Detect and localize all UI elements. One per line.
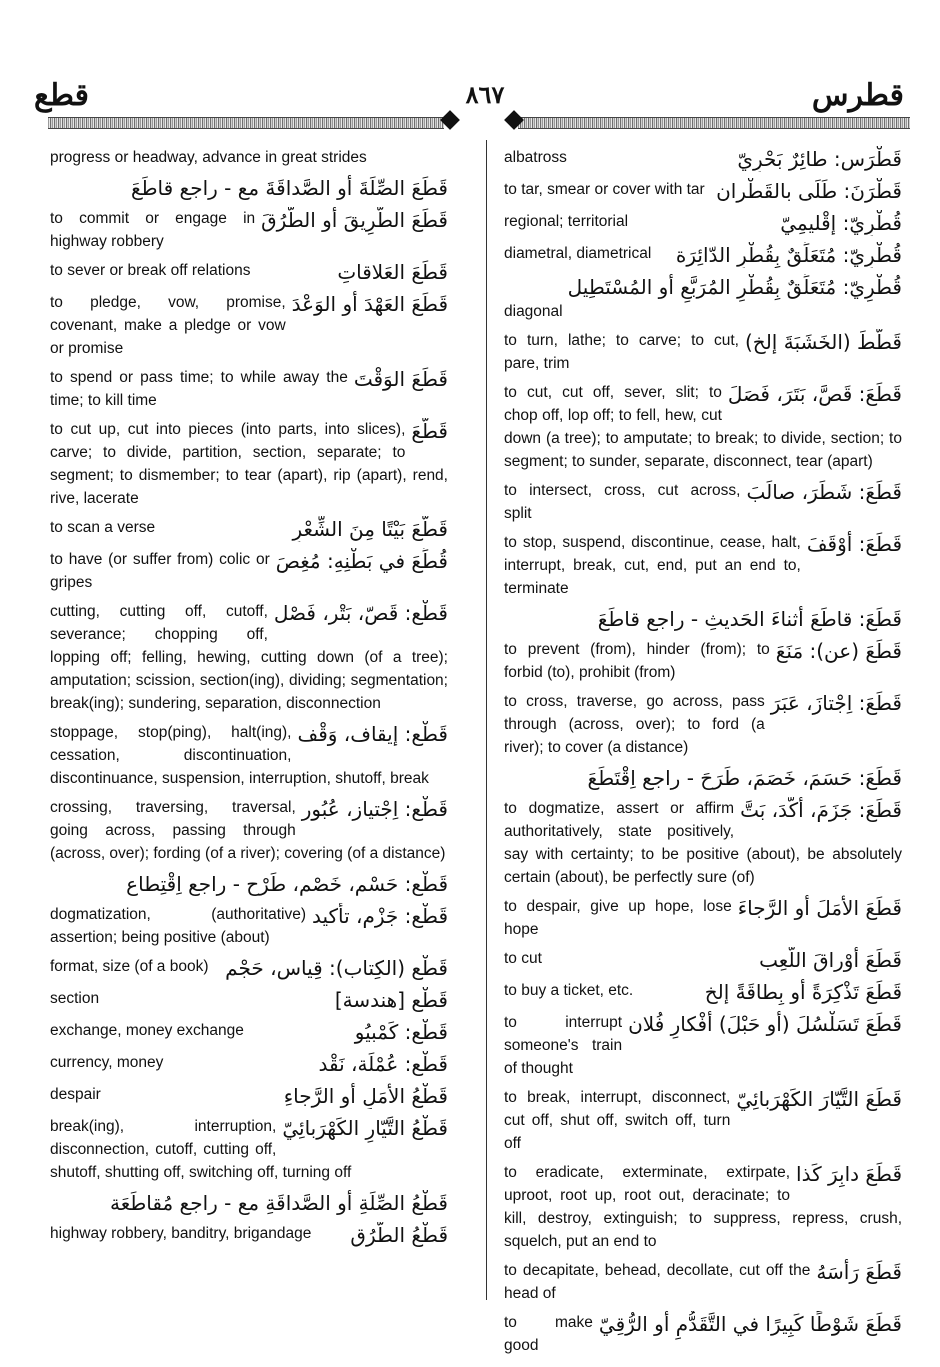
dictionary-entry [504, 381, 902, 473]
english-definition: cutting, cutting off, cutoff, severance; chopping off, lopping off; felling, hewing, cutting down (of a tree); amputation; scission, section(ing), dividing; segmentation; break(ing); sundering, separation, disconnection [50, 603, 448, 712]
dictionary-entry [50, 1051, 448, 1077]
dictionary-entry [50, 548, 448, 594]
dictionary-entry [50, 1222, 448, 1248]
english-definition: to turn, lathe; to carve; to cut, pare, trim [504, 332, 739, 372]
arabic-headword: قَطْعُ الأَمَلِ أو الرَّجاءِ [283, 1084, 448, 1108]
arabic-headword: قَطَعَ: قاطَعَ أثناءَ الحَديثِ - راجع قاطَعَ [597, 607, 902, 631]
arabic-headword: قَطْع: عُمْلَة، نَقْد [318, 1052, 448, 1076]
dictionary-entry [50, 146, 448, 169]
arabic-headword: قَطَعَ دابِرَ كَذا [796, 1162, 902, 1186]
dictionary-entry [504, 1311, 902, 1357]
arabic-headword: قَطْع: إيقاف، وَقْف [297, 722, 448, 746]
dictionary-entry [50, 871, 448, 897]
dictionary-entry [50, 291, 448, 360]
dictionary-entry [504, 210, 902, 236]
english-definition: to cross, traverse, go across, pass through (across, over); to ford (a river); to cover (a distance) [504, 693, 765, 756]
arabic-headword: قَطْعُ الصِّلَةِ أو الصَّداقَةِ مع - راجع مُقاطَعَة [109, 1191, 448, 1215]
arabic-headword: قَطْرَنَ: طَلَى بالقَطْران [716, 179, 902, 203]
dictionary-entry [50, 418, 448, 510]
arabic-headword: قَطْع: اِجْتياز، عُبُور [301, 797, 448, 821]
dictionary-entry [50, 259, 448, 285]
arabic-headword: قَطَعَ الأَمَلَ أو الرَّجاءَ [737, 896, 902, 920]
english-definition: to commit or engage in highway robbery [50, 210, 256, 250]
english-definition: to scan a verse [50, 519, 156, 536]
dictionary-entry [50, 175, 448, 201]
english-definition: highway robbery, banditry, brigandage [50, 1225, 312, 1242]
arabic-headword: قَطَعَ: جَزَمَ، أَكَّدَ، بَتَّ [740, 798, 902, 822]
dictionary-entry [504, 606, 902, 632]
arabic-headword: قَطَعَ (عن): مَنَعَ [775, 639, 902, 663]
english-definition: to dogmatize, assert or affirm authoritatively, state positively, say with certainty; to be positive (about), be absolutely certain (about), be perfectly sure (of) [504, 800, 902, 886]
english-definition: to prevent (from), hinder (from); to forbid (to), prohibit (from) [504, 641, 770, 681]
english-definition: to cut, cut off, sever, slit; to chop off, lop off; to fell, hew, cut down (a tree); to amputate; to break; to divide, section; to segment; to sunder, separate, disconnect, tear (apart) [504, 384, 902, 470]
english-definition: to pledge, vow, promise, covenant, make a pledge or vow or promise [50, 294, 286, 357]
english-definition: to intersect, cross, cut across, split [504, 482, 741, 522]
arabic-headword: قُطِّعَ في بَطْنِهِ: مُغِصَ [275, 549, 448, 573]
english-definition: to stop, suspend, discontinue, cease, halt, interrupt, break, cut, end, put an end to, terminate [504, 534, 801, 597]
english-definition: to cut [504, 950, 542, 967]
dictionary-entry [504, 242, 902, 268]
arabic-headword: قَطْرَس: طائِرٌ بَحْرِيّ [737, 147, 902, 171]
dictionary-entry [504, 979, 902, 1005]
english-definition: despair [50, 1086, 101, 1103]
dictionary-entry [504, 479, 902, 525]
english-definition: to sever or break off relations [50, 262, 251, 279]
arabic-headword: قَطَعَ العَلاقاتِ [337, 260, 448, 284]
right-guide-word: قطرس [811, 78, 904, 113]
dictionary-entry [50, 1083, 448, 1109]
dictionary-entry [504, 638, 902, 684]
column-divider [486, 140, 487, 1300]
dictionary-entry [504, 1259, 902, 1305]
english-definition: to break, interrupt, disconnect, cut off, shut off, switch off, turn off [504, 1089, 731, 1152]
arabic-headword: قَطْعُ الطُّرُقِ [350, 1223, 448, 1247]
english-definition: dogmatization, (authoritative) assertion; being positive (about) [50, 906, 306, 946]
arabic-headword: قَطَعَ: قَصَّ، بَتَرَ، فَصَلَ [727, 382, 902, 406]
arabic-headword: قَطْعُ التَّيّارِ الكَهْرَبائِيّ [282, 1116, 448, 1140]
dictionary-entry [50, 600, 448, 715]
right-column [504, 146, 902, 1363]
english-definition: to tar, smear or cover with tar [504, 181, 705, 198]
arabic-headword: قَطَعَ شَوْطًا كَبِيرًا في التَّقَدُّمِ أو الرُّقِيّ [598, 1312, 902, 1336]
dictionary-entry [50, 796, 448, 865]
english-definition: format, size (of a book) [50, 958, 209, 975]
arabic-headword: قَطْع: جَزْم، تأكيد [311, 904, 448, 928]
dictionary-entry [50, 903, 448, 949]
dictionary-entry [50, 721, 448, 790]
dictionary-entry [50, 987, 448, 1013]
arabic-headword: قُطْرِيّ: مُتَعَلِّقٌ بِقُطْرِ الدّائِرَة [675, 243, 902, 267]
left-header-rule [48, 117, 444, 129]
page-number: ٨٦٧ [465, 80, 505, 109]
dictionary-entry [504, 1011, 902, 1080]
arabic-headword: قَطَعَ رَأْسَهُ [816, 1260, 902, 1284]
english-definition: diametral, diametrical [504, 245, 652, 262]
dictionary-entry [50, 1190, 448, 1216]
arabic-headword: قَطَعَ: شَطَرَ، صالَبَ [746, 480, 902, 504]
english-definition: break(ing), interruption, disconnection, cutoff, cutting off, shutoff, shutting off, switching off, turning off [50, 1118, 352, 1181]
dictionary-entry [504, 531, 902, 600]
dictionary-entry [504, 797, 902, 889]
dictionary-entry [504, 178, 902, 204]
english-definition: to buy a ticket, etc. [504, 982, 634, 999]
arabic-headword: قَطَعَ: أَوْقَفَ [806, 532, 902, 556]
dictionary-entry [504, 947, 902, 973]
english-definition: stoppage, stop(ping), halt(ing), cessation, discontinuation, discontinuance, suspension, interruption, shutoff, break [50, 724, 429, 787]
english-definition: to spend or pass time; to while away the time; to kill time [50, 369, 348, 409]
dictionary-entry [504, 690, 902, 759]
english-definition: albatross [504, 149, 567, 166]
dictionary-entry [50, 1115, 448, 1184]
dictionary-entry [504, 765, 902, 791]
english-definition: progress or headway, advance in great strides [50, 149, 367, 166]
arabic-headword: قُطْرِيّ: إقْليمِيّ [780, 211, 902, 235]
arabic-headword: قَطْع: قَصّ، بَتْر، فَصْل [273, 601, 448, 625]
dictionary-entry [504, 146, 902, 172]
english-definition: to eradicate, exterminate, extirpate, uproot, root up, root out, deracinate; to kill, destroy, extinguish; to suppress, repress, crush, squelch, put an end to [504, 1164, 902, 1250]
dictionary-entry [50, 516, 448, 542]
dictionary-entry [50, 1019, 448, 1045]
dictionary-entry [50, 955, 448, 981]
arabic-headword: قَطَعَ: حَسَمَ، خَصَمَ، طَرَحَ - راجع اِقْتَطَعَ [587, 766, 902, 790]
english-definition: to make good [504, 1314, 593, 1354]
dictionary-entry [50, 366, 448, 412]
dictionary-entry [504, 895, 902, 941]
dictionary-entry [50, 207, 448, 253]
arabic-headword: قَطَّعَ بَيْتًا مِنَ الشِّعْرِ [292, 517, 448, 541]
arabic-headword: قَطَعَ: اِجْتازَ، عَبَرَ [770, 691, 902, 715]
english-definition: regional; territorial [504, 213, 629, 230]
english-definition: to decapitate, behead, decollate, cut off the head of [504, 1262, 811, 1302]
english-definition: to cut up, cut into pieces (into parts, into slices), carve; to divide, partition, section, separate; to segment; to dismember; to tear (apart), rip (apart), rend, rive, lacerate [50, 421, 448, 507]
arabic-headword: قَطَّطَ (الخَشَبَةَ إلخ) [745, 330, 902, 354]
arabic-headword: قَطَعَ تَذْكِرَةً أو بِطاقَةً إلخ [704, 980, 902, 1004]
english-definition: diagonal [504, 303, 563, 320]
arabic-headword: قَطَعَ الطَّرِيقَ أو الطُّرُقَ [261, 208, 448, 232]
arabic-headword: قَطْع: حَسْم، خَصْم، طَرْح - راجع اِقْتِطاع [126, 872, 448, 896]
arabic-headword: قُطْرِيّ: مُتَعَلِّقٌ بِقُطْرِ المُرَبَّعِ أو المُسْتَطِيل [567, 275, 902, 299]
english-definition: exchange, money exchange [50, 1022, 244, 1039]
english-definition: to despair, give up hope, lose hope [504, 898, 732, 938]
arabic-headword: قَطَعَ تَسَلْسُلَ (أو حَبْلَ) أَفْكارِ فُلان [628, 1012, 902, 1036]
left-column [50, 146, 448, 1254]
english-definition: currency, money [50, 1054, 164, 1071]
english-definition: crossing, traversing, traversal, going across, passing through (across, over); fording (of a river); covering (of a distance) [50, 799, 446, 862]
left-guide-word: قطع [34, 78, 89, 113]
arabic-headword: قَطْع (الكِتاب): قِياس، حَجْم [225, 956, 448, 980]
english-definition: to have (or suffer from) colic or gripes [50, 551, 270, 591]
arabic-headword: قَطْع [هندسة] [334, 988, 448, 1012]
arabic-headword: قَطَعَ أَوْراقَ اللَّعِب [759, 948, 902, 972]
arabic-headword: قَطَعَ العَهْدَ أو الوَعْدَ [291, 292, 448, 316]
english-definition: to interrupt someone's train of thought [504, 1014, 623, 1077]
arabic-headword: قَطَّعَ [411, 419, 448, 443]
dictionary-entry [504, 329, 902, 375]
arabic-headword: قَطَعَ التَّيّارَ الكَهْرَبائِيّ [736, 1087, 902, 1111]
arabic-headword: قَطَعَ الوَقْتَ [353, 367, 448, 391]
arabic-headword: قَطْع: كَمْبيُو [354, 1020, 448, 1044]
dictionary-entry [504, 274, 902, 323]
english-definition: section [50, 990, 100, 1007]
right-header-rule [518, 117, 910, 129]
dictionary-entry [504, 1161, 902, 1253]
arabic-headword: قَطَعَ الصِّلَةَ أو الصَّداقَةَ مع - راجع قاطَعَ [130, 176, 448, 200]
dictionary-entry [504, 1086, 902, 1155]
